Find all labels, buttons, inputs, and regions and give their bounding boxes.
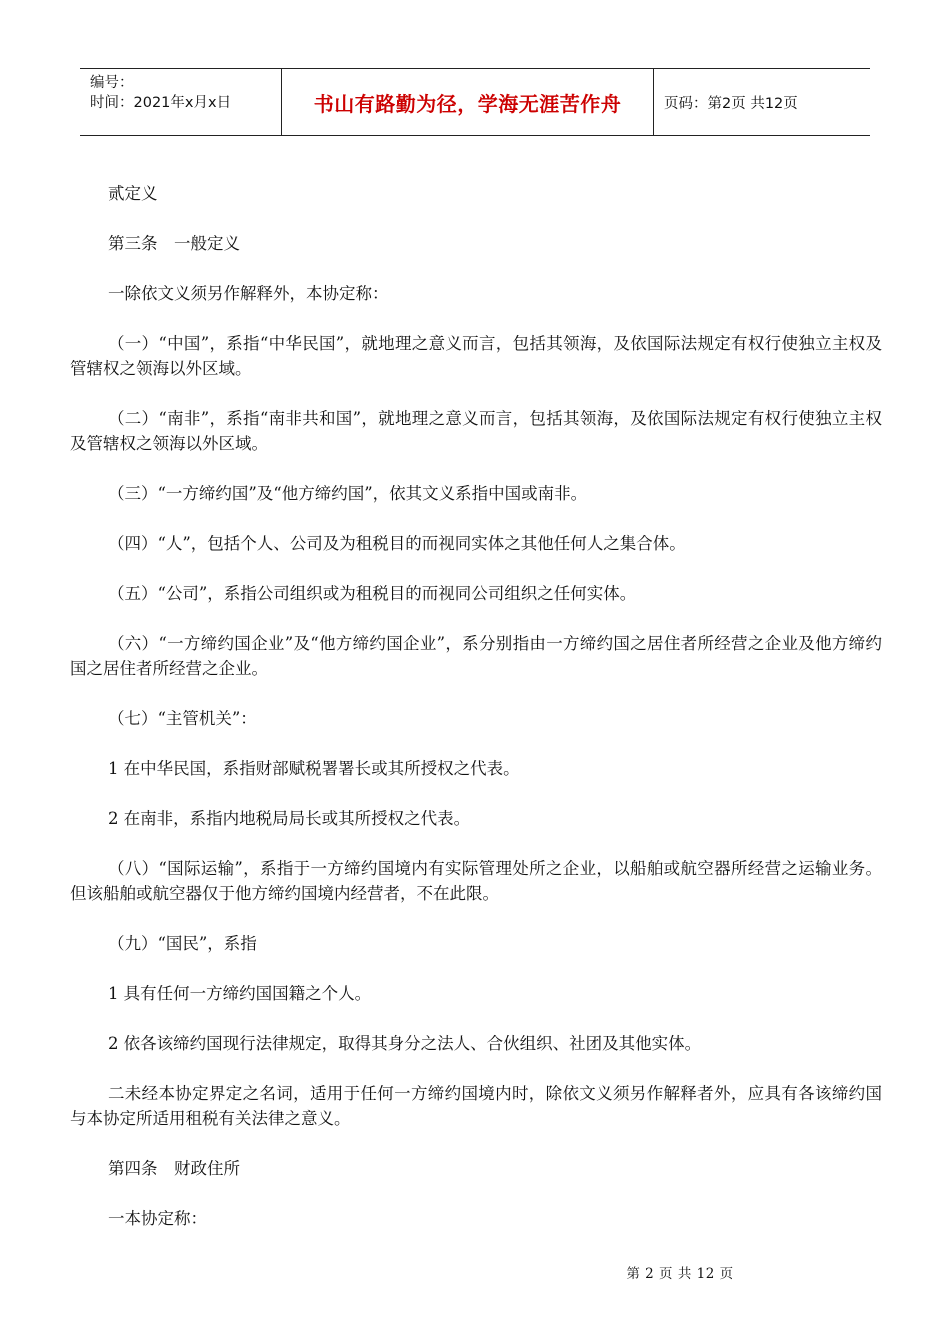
clause-paragraph: （九）“国民”，系指 bbox=[107, 934, 257, 953]
clause-paragraph: 1 具有任何一方缔约国国籍之个人。 bbox=[107, 984, 372, 1003]
clause-paragraph: （二）“南非”，系指“南非共和国”，就地理之意义而言，包括其领海，及依国际法规定有权行使独立主权及管辖权之领海以外区域。 bbox=[70, 409, 882, 453]
serial-number-label: 编号： bbox=[90, 75, 134, 91]
clause-paragraph: （八）“国际运输”，系指于一方缔约国境内有实际管理处所之企业，以船舶或航空器所经营之运输业务。但该船舶或航空器仅于他方缔约国境内经营者，不在此限。 bbox=[70, 859, 882, 903]
section-title: 贰定义 bbox=[107, 184, 158, 203]
header-meta bbox=[80, 69, 282, 135]
page-footer: 第 2 页 共 12 页 bbox=[626, 1266, 734, 1282]
date-label: 时间：2021年x月x日 bbox=[90, 95, 232, 111]
clause-paragraph: （四）“人”，包括个人、公司及为租税目的而视同实体之其他任何人之集合体。 bbox=[107, 534, 686, 553]
article-heading: 第三条 一般定义 bbox=[107, 234, 240, 253]
clause-paragraph: 2 在南非，系指内地税局局长或其所授权之代表。 bbox=[107, 809, 471, 828]
clause-paragraph: （三）“一方缔约国”及“他方缔约国”，依其文义系指中国或南非。 bbox=[107, 484, 588, 503]
clause-paragraph: 一除依文义须另作解释外，本协定称： bbox=[107, 284, 389, 303]
document-header bbox=[80, 68, 870, 136]
clause-paragraph: 2 依各该缔约国现行法律规定，取得其身分之法人、合伙组织、社团及其他实体。 bbox=[107, 1034, 702, 1053]
header-motto: 书山有路勤为径，学海无涯苦作舟 bbox=[282, 69, 654, 135]
clause-paragraph: 1 在中华民国，系指财部赋税署署长或其所授权之代表。 bbox=[107, 759, 520, 778]
clause-paragraph: （五）“公司”，系指公司组织或为租税目的而视同公司组织之任何实体。 bbox=[107, 584, 637, 603]
clause-paragraph: （七）“主管机关”： bbox=[107, 709, 257, 728]
clause-paragraph: （六）“一方缔约国企业”及“他方缔约国企业”，系分别指由一方缔约国之居住者所经营之企业及他方缔约国之居住者所经营之企业。 bbox=[70, 634, 882, 678]
header-page-number: 页码：第2页 共12页 bbox=[664, 95, 798, 112]
clause-paragraph: 二未经本协定界定之名词，适用于任何一方缔约国境内时，除依文义须另作解释者外，应具有各该缔约国与本协定所适用租税有关法律之意义。 bbox=[70, 1084, 882, 1128]
clause-paragraph: 一本协定称： bbox=[107, 1209, 207, 1228]
article-heading: 第四条 财政住所 bbox=[107, 1159, 240, 1178]
clause-paragraph: （一）“中国”，系指“中华民国”，就地理之意义而言，包括其领海，及依国际法规定有权行使独立主权及管辖权之领海以外区域。 bbox=[70, 334, 882, 378]
document-body bbox=[70, 181, 882, 1256]
